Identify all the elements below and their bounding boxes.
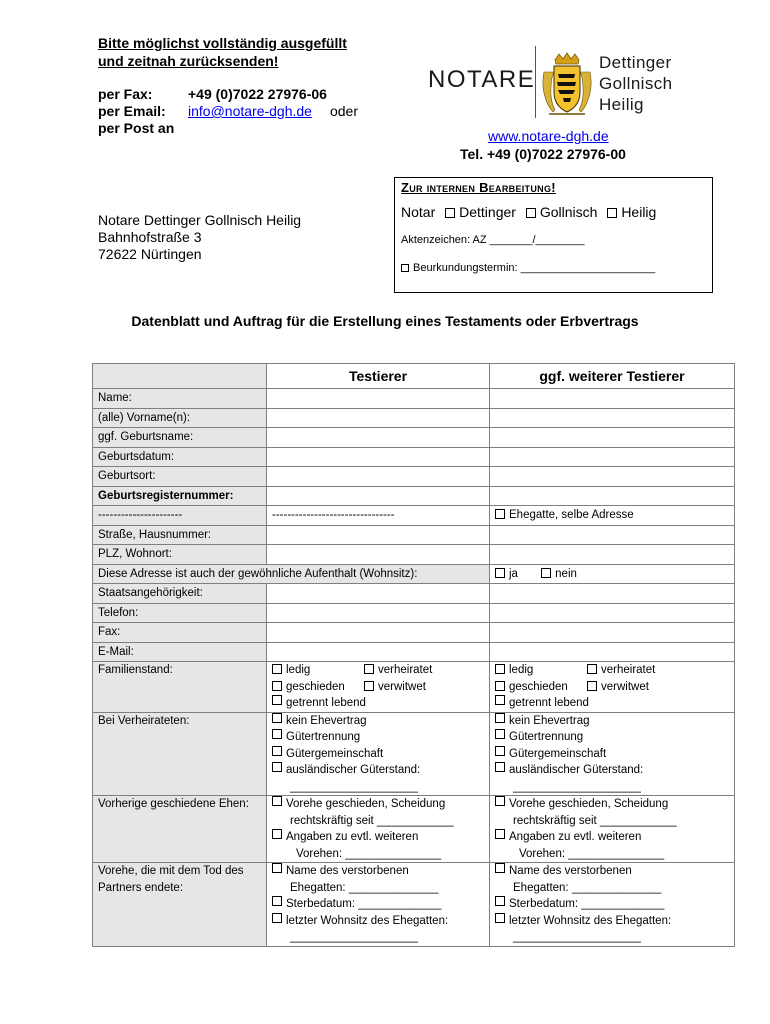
- fax-input-2[interactable]: [490, 623, 735, 643]
- separator-left: ----------------------: [93, 506, 267, 526]
- telefon-input-2[interactable]: [490, 603, 735, 623]
- row-label-geburtsdatum: Geburtsdatum:: [93, 447, 267, 467]
- staatsangehoerigkeit-input-2[interactable]: [490, 584, 735, 604]
- wohnsitz-ehegatte-checkbox[interactable]: [272, 913, 282, 923]
- instructions: [98, 34, 347, 70]
- header-weiterer-testierer: ggf. weiterer Testierer: [490, 364, 735, 389]
- geburtsname-input-1[interactable]: [267, 428, 490, 448]
- aufenthalt-ja-checkbox[interactable]: [495, 568, 505, 578]
- row-label-email: E-Mail:: [93, 642, 267, 662]
- vorehe-geschieden-label: Vorehe geschieden, Scheidung: [509, 798, 669, 810]
- row-label-name: Name:: [93, 389, 267, 409]
- getrennt-checkbox[interactable]: [272, 695, 282, 705]
- sterbedatum-checkbox[interactable]: [272, 896, 282, 906]
- guetergemeinschaft-label: Gütergemeinschaft: [286, 747, 384, 760]
- vorehe-geschieden-checkbox[interactable]: [272, 796, 282, 806]
- email-input-1[interactable]: [267, 642, 490, 662]
- kein-ehevertrag-checkbox[interactable]: [272, 713, 282, 723]
- geschieden-checkbox[interactable]: [495, 681, 505, 691]
- vorehe-geschieden-label: Vorehe geschieden, Scheidung: [286, 798, 446, 810]
- kein-ehevertrag-label: kein Ehevertrag: [286, 714, 367, 727]
- wohnsitz-ehegatte-label: letzter Wohnsitz des Ehegatten:: [286, 914, 449, 927]
- gueterstand-blank[interactable]: ____________________: [290, 780, 418, 793]
- geschieden-label: geschieden: [286, 680, 345, 693]
- logo-name-line-1: Dettinger: [599, 53, 672, 72]
- verwitwet-label: verwitwet: [601, 680, 649, 693]
- geburtsname-input-2[interactable]: [490, 428, 735, 448]
- logo-name: [599, 52, 673, 115]
- row-label-staatsangehoerigkeit: Staatsangehörigkeit:: [93, 584, 267, 604]
- row-label-fax: Fax:: [93, 623, 267, 643]
- notar-dettinger-checkbox[interactable]: [445, 208, 455, 218]
- auslaendischer-gueterstand-label: ausländischer Güterstand:: [286, 764, 421, 776]
- rechtskraeftig-field[interactable]: rechtskräftig seit ____________: [290, 814, 454, 827]
- geburtsort-input-2[interactable]: [490, 467, 735, 487]
- row-label-telefon: Telefon:: [93, 603, 267, 623]
- guetertrennung-label: Gütertrennung: [509, 731, 584, 743]
- telefon-input-1[interactable]: [267, 603, 490, 623]
- sterbedatum-checkbox[interactable]: [495, 896, 505, 906]
- email-input-2[interactable]: [490, 642, 735, 662]
- familienstand-options-1: [267, 662, 490, 713]
- ledig-label: ledig: [286, 664, 311, 676]
- row-label-vornamen: (alle) Vorname(n):: [93, 408, 267, 428]
- contact-block: [98, 86, 358, 137]
- geburtsort-input-1[interactable]: [267, 467, 490, 487]
- gueterstand-options-1: [267, 712, 490, 796]
- document-title: Datenblatt und Auftrag für die Erstellung eines Testaments oder Erbvertrags: [131, 313, 639, 329]
- guetergemeinschaft-label: Gütergemeinschaft: [509, 747, 607, 760]
- ehegatten-field[interactable]: Ehegatten: ______________: [290, 881, 439, 894]
- geschiedene-options-2: [490, 796, 735, 863]
- auslaendischer-gueterstand-checkbox[interactable]: [495, 762, 505, 772]
- vornamen-input-1[interactable]: [267, 408, 490, 428]
- fax-label: per Fax:: [98, 86, 153, 102]
- plz-input-2[interactable]: [490, 545, 735, 565]
- getrennt-label: getrennt lebend: [509, 697, 589, 709]
- name-input-1[interactable]: [267, 389, 490, 409]
- gueterstand-blank[interactable]: ____________________: [513, 780, 641, 793]
- header-testierer: Testierer: [267, 364, 490, 389]
- geburtsregister-input-2[interactable]: [490, 486, 735, 506]
- logo-name-line-2: Gollnisch: [599, 74, 673, 93]
- strasse-input-2[interactable]: [490, 525, 735, 545]
- angaben-vorehen-checkbox[interactable]: [495, 829, 505, 839]
- notar-label: Notar: [401, 204, 436, 220]
- row-label-plz: PLZ, Wohnort:: [93, 545, 267, 565]
- row-label-verheiratete: Bei Verheirateten:: [93, 712, 267, 796]
- aufenthalt-nein-label: nein: [555, 567, 577, 580]
- notar-heilig-checkbox[interactable]: [607, 208, 617, 218]
- notar-heilig-label: Heilig: [621, 204, 657, 220]
- kein-ehevertrag-checkbox[interactable]: [495, 713, 505, 723]
- guetertrennung-checkbox[interactable]: [272, 729, 282, 739]
- auslaendischer-gueterstand-checkbox[interactable]: [272, 762, 282, 772]
- geschieden-label: geschieden: [509, 680, 568, 693]
- email-link[interactable]: info@notare-dgh.de: [188, 103, 312, 119]
- vorehen-field[interactable]: Vorehen: _______________: [519, 847, 665, 860]
- getrennt-label: getrennt lebend: [286, 697, 366, 709]
- instruction-line-2: und zeitnah zurücksenden!: [98, 53, 279, 69]
- vorehe-geschieden-checkbox[interactable]: [495, 796, 505, 806]
- verwitwet-checkbox[interactable]: [364, 681, 374, 691]
- row-label-aufenthalt: Diese Adresse ist auch der gewöhnliche Aufenthalt (Wohnsitz):: [93, 564, 490, 584]
- aufenthalt-nein-checkbox[interactable]: [541, 568, 551, 578]
- notar-gollnisch-label: Gollnisch: [539, 204, 598, 220]
- ledig-checkbox[interactable]: [495, 664, 505, 674]
- auslaendischer-gueterstand-label: ausländischer Güterstand:: [509, 764, 644, 776]
- logo-name-line-3: Heilig: [599, 95, 644, 114]
- row-label-geburtsort: Geburtsort:: [93, 467, 267, 487]
- verheiratet-label: verheiratet: [601, 664, 656, 676]
- wohnsitz-ehegatte-label: letzter Wohnsitz des Ehegatten:: [509, 914, 672, 927]
- guetertrennung-label: Gütertrennung: [286, 731, 361, 743]
- coat-of-arms-icon: [541, 52, 593, 118]
- geburtsdatum-input-2[interactable]: [490, 447, 735, 467]
- geburtsregister-input-1[interactable]: [267, 486, 490, 506]
- aufenthalt-ja-label: ja: [509, 567, 518, 580]
- address-line-3: 72622 Nürtingen: [98, 246, 202, 262]
- tod-options-2: [490, 863, 735, 947]
- row-label-vorehe-tod: Vorehe, die mit dem Tod des Partners endete:: [93, 863, 267, 947]
- row-label-geburtsregister: Geburtsregisternummer:: [93, 486, 267, 506]
- beurkundungstermin-field[interactable]: [401, 262, 655, 274]
- separator-mid: --------------------------------: [267, 506, 490, 526]
- guetergemeinschaft-checkbox[interactable]: [272, 746, 282, 756]
- vorehen-field[interactable]: Vorehen: _______________: [296, 847, 442, 860]
- name-input-2[interactable]: [490, 389, 735, 409]
- getrennt-checkbox[interactable]: [495, 695, 505, 705]
- guetergemeinschaft-checkbox[interactable]: [495, 746, 505, 756]
- sterbedatum-label: Sterbedatum: _____________: [286, 898, 442, 910]
- fax-input-1[interactable]: [267, 623, 490, 643]
- geburtsdatum-input-1[interactable]: [267, 447, 490, 467]
- angaben-vorehen-label: Angaben zu evtl. weiteren: [286, 831, 419, 843]
- recipient-address: [98, 212, 301, 263]
- post-label: per Post an: [98, 120, 175, 136]
- verheiratet-label: verheiratet: [378, 664, 433, 676]
- ehegatten-field[interactable]: Ehegatten: ______________: [513, 881, 662, 894]
- verwitwet-checkbox[interactable]: [587, 681, 597, 691]
- telephone: Tel. +49 (0)7022 27976-00: [460, 146, 626, 162]
- row-label-geburtsname: ggf. Geburtsname:: [93, 428, 267, 448]
- geschieden-checkbox[interactable]: [272, 681, 282, 691]
- logo-divider: [535, 46, 536, 118]
- notar-selection: [401, 204, 656, 220]
- row-label-familienstand: Familienstand:: [93, 662, 267, 713]
- logo-notare: NOTARE: [428, 66, 536, 93]
- angaben-vorehen-checkbox[interactable]: [272, 829, 282, 839]
- verwitwet-label: verwitwet: [378, 680, 426, 693]
- ehegatte-adresse-option[interactable]: [490, 506, 735, 526]
- header-empty: [93, 364, 267, 389]
- name-verstorbener-checkbox[interactable]: [272, 863, 282, 873]
- ehegatte-adresse-label: Ehegatte, selbe Adresse: [509, 509, 634, 521]
- guetertrennung-checkbox[interactable]: [495, 729, 505, 739]
- aktenzeichen-field[interactable]: Aktenzeichen: AZ _______/________: [401, 234, 585, 246]
- row-label-strasse: Straße, Hausnummer:: [93, 525, 267, 545]
- internal-title: Zur internen Bearbeitung!: [401, 180, 556, 195]
- fax-number: +49 (0)7022 27976-06: [188, 86, 327, 102]
- geschiedene-options-1: [267, 796, 490, 863]
- internal-processing-box: [394, 177, 713, 293]
- wohnsitz-ehegatte-checkbox[interactable]: [495, 913, 505, 923]
- sterbedatum-label: Sterbedatum: _____________: [509, 898, 665, 910]
- row-label-geschiedene-ehen: Vorherige geschiedene Ehen:: [93, 796, 267, 863]
- plz-input-1[interactable]: [267, 545, 490, 565]
- website-link[interactable]: www.notare-dgh.de: [488, 128, 609, 144]
- staatsangehoerigkeit-input-1[interactable]: [267, 584, 490, 604]
- notar-dettinger-label: Dettinger: [459, 204, 516, 220]
- tod-options-1: [267, 863, 490, 947]
- verheiratet-checkbox[interactable]: [364, 664, 374, 674]
- wohnsitz-blank[interactable]: ____________________: [290, 931, 418, 943]
- verheiratet-checkbox[interactable]: [587, 664, 597, 674]
- gueterstand-options-2: [490, 712, 735, 796]
- name-verstorbener-checkbox[interactable]: [495, 863, 505, 873]
- email-label: per Email:: [98, 103, 166, 119]
- beurkundung-label: Beurkundungstermin: ______________________: [413, 262, 656, 274]
- familienstand-options-2: [490, 662, 735, 713]
- address-line-2: Bahnhofstraße 3: [98, 229, 202, 245]
- strasse-input-1[interactable]: [267, 525, 490, 545]
- name-verstorbener-label: Name des verstorbenen: [509, 865, 632, 877]
- name-verstorbener-label: Name des verstorbenen: [286, 865, 409, 877]
- notar-gollnisch-checkbox[interactable]: [526, 208, 536, 218]
- address-line-1: Notare Dettinger Gollnisch Heilig: [98, 212, 302, 228]
- aufenthalt-options: [490, 564, 735, 584]
- kein-ehevertrag-label: kein Ehevertrag: [509, 714, 590, 727]
- data-sheet-table: [92, 363, 735, 947]
- vornamen-input-2[interactable]: [490, 408, 735, 428]
- angaben-vorehen-label: Angaben zu evtl. weiteren: [509, 831, 642, 843]
- wohnsitz-blank[interactable]: ____________________: [513, 931, 641, 943]
- instruction-line-1: Bitte möglichst vollständig ausgefüllt: [98, 35, 347, 51]
- email-suffix: oder: [329, 103, 358, 119]
- ehegatte-adresse-checkbox[interactable]: [495, 509, 505, 519]
- ledig-checkbox[interactable]: [272, 664, 282, 674]
- rechtskraeftig-field[interactable]: rechtskräftig seit ____________: [513, 814, 677, 827]
- beurkundung-checkbox[interactable]: [401, 264, 409, 272]
- ledig-label: ledig: [509, 664, 534, 676]
